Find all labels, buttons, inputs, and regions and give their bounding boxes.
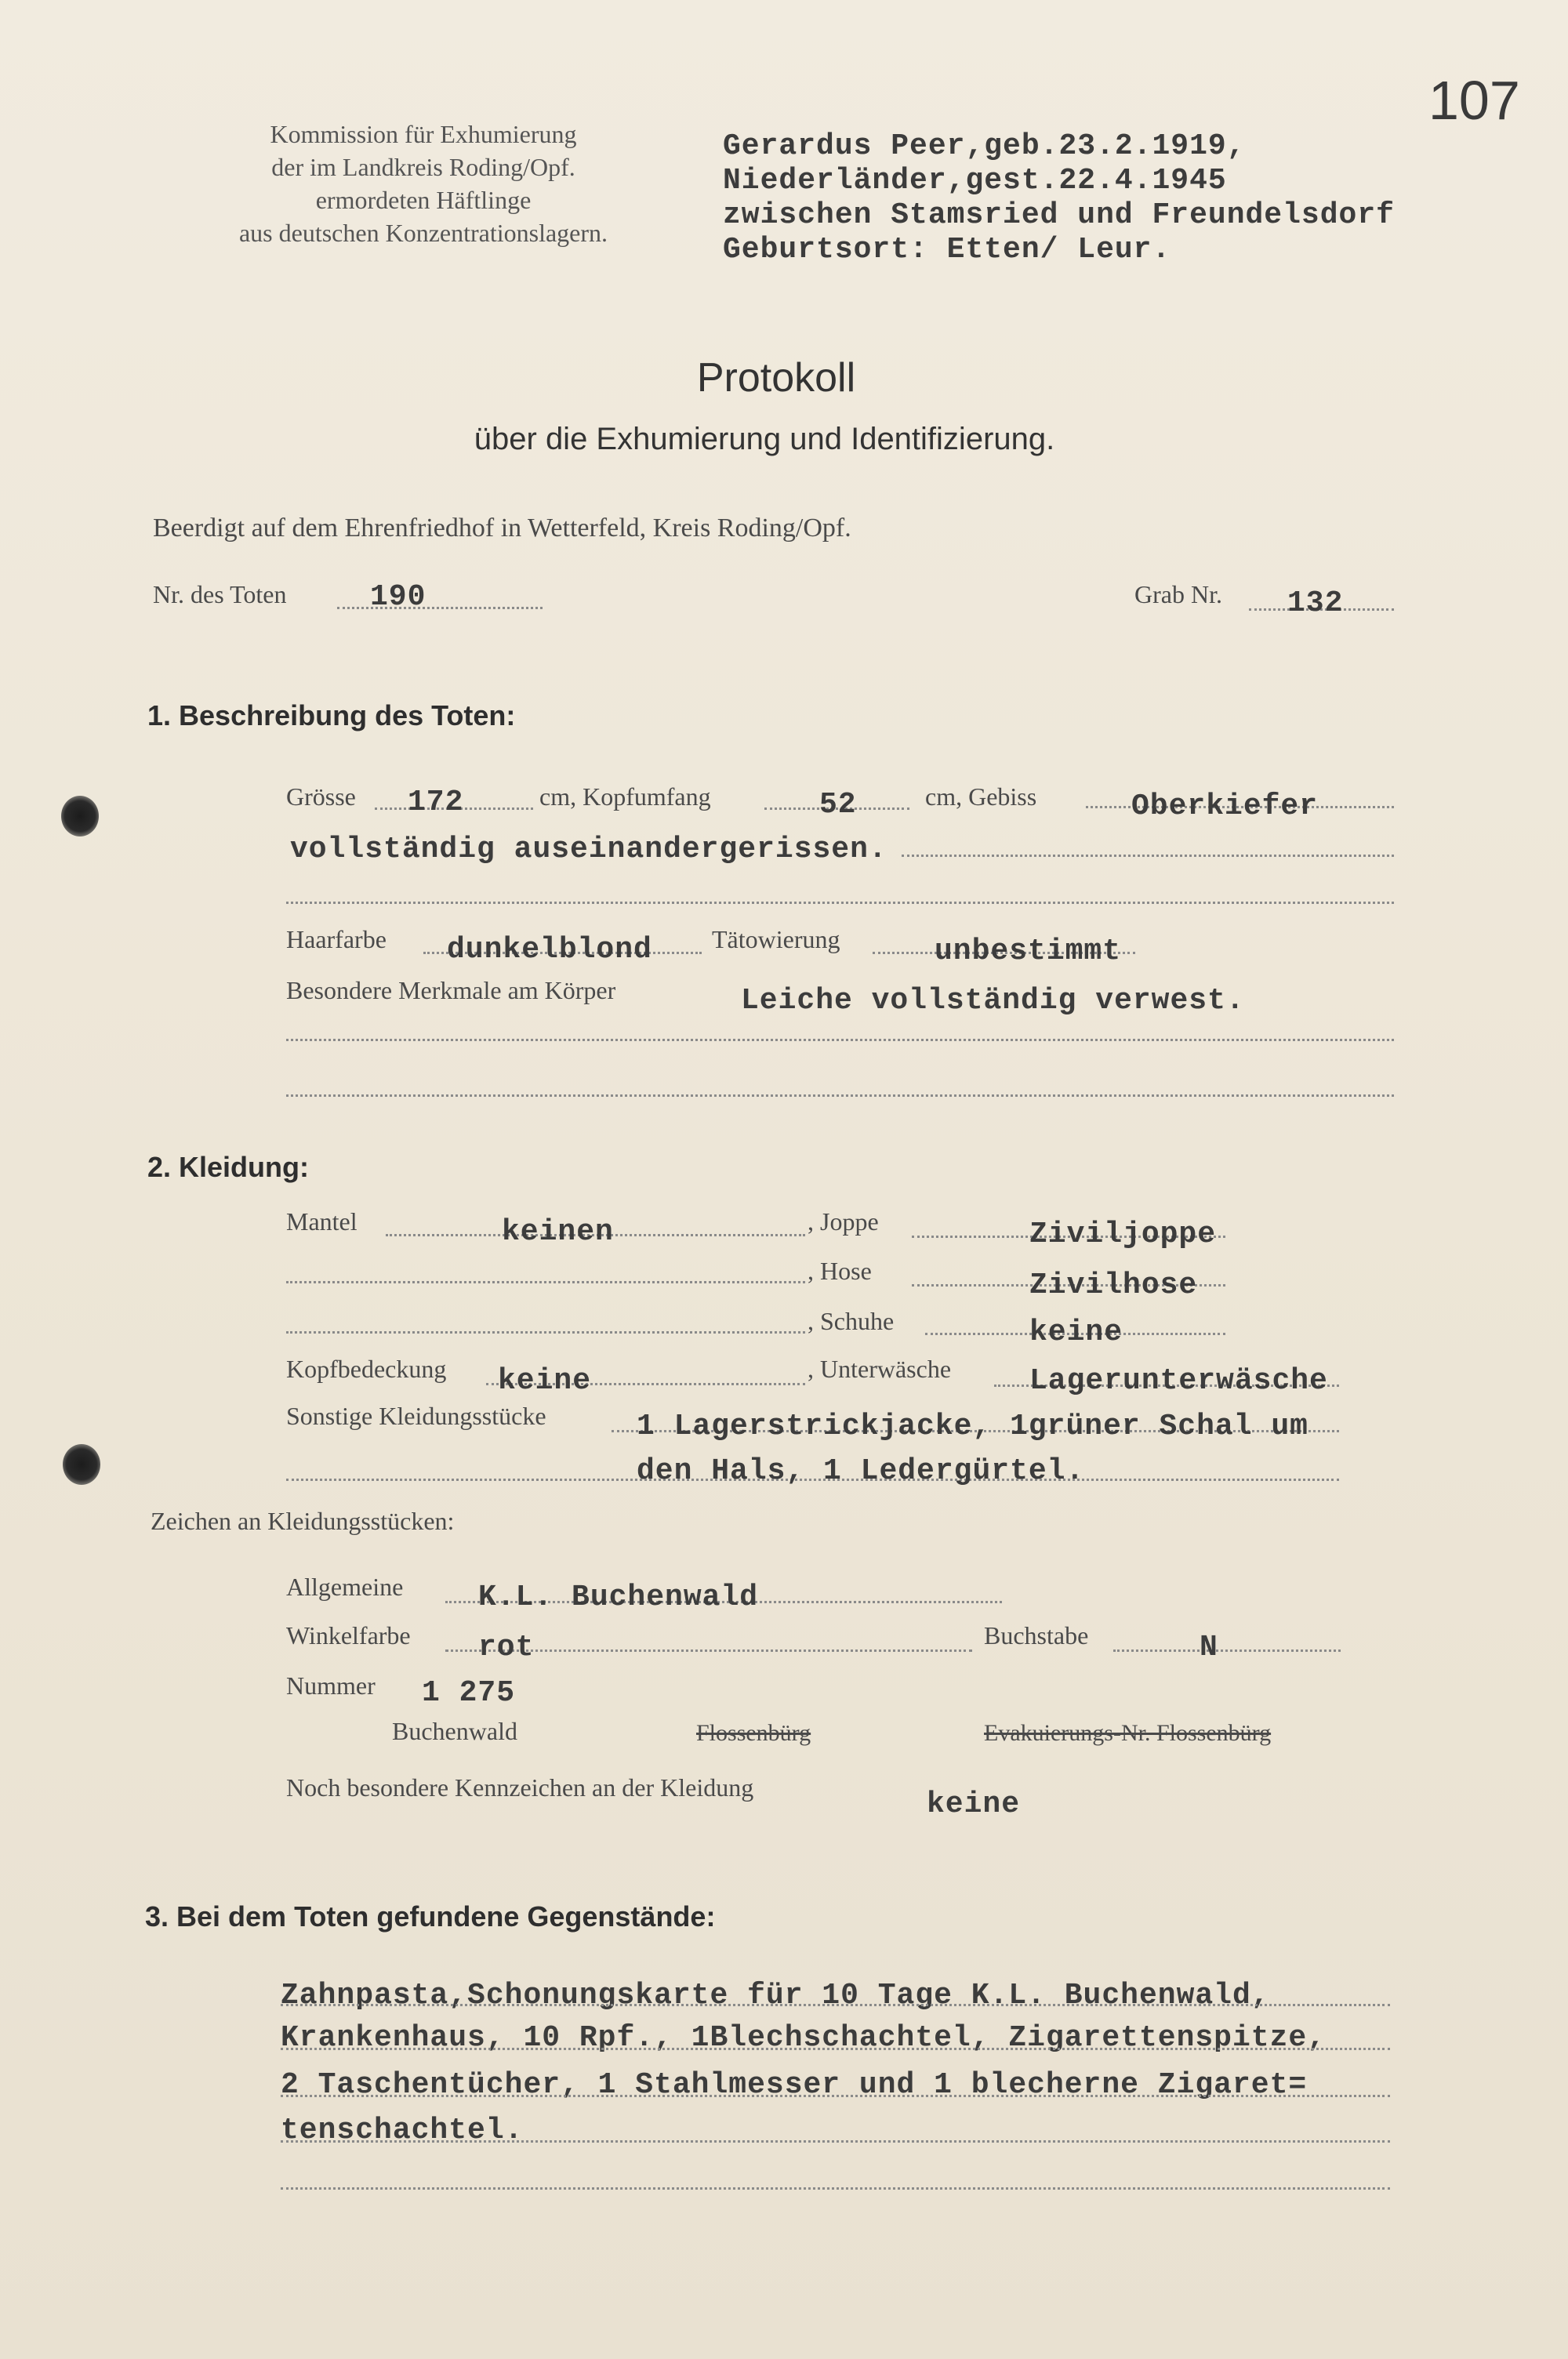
trousers-pre-line (286, 1281, 805, 1283)
items-line-2: Krankenhaus, 10 Rpf., 1Blechschachtel, Zigarettenspitze, (281, 2021, 1327, 2055)
burial-line: Beerdigt auf dem Ehrenfriedhof in Wetterfeld, Kreis Roding/Opf. (153, 514, 851, 543)
blank-line-1 (286, 902, 1394, 904)
grave-no-value: 132 (1287, 586, 1344, 620)
clothing-marks-heading: Zeichen an Kleidungsstücken: (151, 1507, 455, 1535)
letter-label: Buchstabe (984, 1621, 1089, 1649)
tattoo-label: Tätowierung (712, 925, 840, 953)
items-line-3: 2 Taschentücher, 1 Stahlmesser und 1 blecherne Zigaret= (281, 2068, 1308, 2102)
shoes-label: , Schuhe (808, 1307, 895, 1335)
teeth-label: cm, Gebiss (925, 782, 1037, 811)
dead-no-value: 190 (370, 580, 426, 614)
head-label: cm, Kopfumfang (539, 782, 711, 811)
items-rule-2 (281, 2048, 1390, 2050)
tattoo-value: unbestimmt (935, 935, 1122, 968)
evacuation-label: Evakuierungs-Nr. Flossenbürg (984, 1720, 1272, 1746)
dead-no-line (337, 607, 543, 609)
person-info (723, 129, 1395, 267)
grave-no-label: Grab Nr. (1134, 580, 1222, 608)
items-line-1: Zahnpasta,Schonungskarte für 10 Tage K.L. Buchenwald, (281, 1979, 1270, 2012)
person-line-3: zwischen Stamsried und Freundelsdorf (723, 198, 1395, 232)
headwear-label: Kopfbedeckung (286, 1355, 447, 1383)
commission-line-1: Kommission für Exhumierung (270, 120, 577, 148)
shoes-pre-line (286, 1331, 805, 1334)
coat-value: keinen (502, 1215, 614, 1249)
commission-header (157, 118, 690, 249)
other-clothing-label: Sonstige Kleidungsstücke (286, 1402, 546, 1430)
marks-label: Besondere Merkmale am Körper (286, 976, 616, 1004)
items-rule-1 (281, 2004, 1390, 2006)
section-3-heading: 3. Bei dem Toten gefundene Gegenstände: (145, 1900, 716, 1933)
angle-color-label: Winkelfarbe (286, 1621, 411, 1649)
person-line-4: Geburtsort: Etten/ Leur. (723, 233, 1171, 267)
jacket-value: Ziviljoppe (1029, 1218, 1217, 1251)
size-value: 172 (408, 786, 464, 819)
angle-color-value: rot (478, 1631, 535, 1664)
shoes-value: keine (1029, 1316, 1123, 1349)
jacket-label: , Joppe (808, 1207, 879, 1236)
trousers-value: Zivilhose (1029, 1268, 1198, 1302)
general-value: K.L. Buchenwald (478, 1581, 759, 1614)
general-label: Allgemeine (286, 1573, 404, 1601)
page-number: 107 (1428, 70, 1520, 131)
document-subtitle: über die Exhumierung und Identifizierung. (474, 422, 1055, 456)
punch-hole-top (61, 796, 99, 837)
items-rule-5 (281, 2187, 1390, 2190)
blank-line-2 (286, 1039, 1394, 1041)
document-title: Protokoll (696, 355, 856, 401)
punch-hole-bottom (63, 1444, 100, 1485)
items-rule-3 (281, 2095, 1390, 2097)
person-line-2: Niederländer,gest.22.4.1945 (723, 164, 1227, 198)
letter-line (1113, 1649, 1341, 1652)
teeth-value: Oberkiefer (1131, 789, 1319, 823)
dead-no-label: Nr. des Toten (153, 580, 287, 608)
coat-label: Mantel (286, 1207, 358, 1236)
letter-value: N (1200, 1631, 1218, 1664)
head-value: 52 (819, 788, 857, 822)
teeth-continuation: vollständig auseinandergerissen. (290, 833, 887, 866)
teeth-cont-line (902, 855, 1394, 857)
size-label: Grösse (286, 782, 356, 811)
flossenburg-label: Flossenbürg (696, 1720, 811, 1746)
section-1-heading: 1. Beschreibung des Toten: (147, 699, 516, 731)
underwear-value: Lagerunterwäsche (1029, 1364, 1328, 1398)
section-2-heading: 2. Kleidung: (147, 1151, 309, 1183)
other-clothing-continuation: den Hals, 1 Ledergürtel. (637, 1454, 1085, 1488)
other-clothing-value: 1 Lagerstrickjacke, 1grüner Schal um (637, 1410, 1308, 1443)
number-label: Nummer (286, 1671, 376, 1700)
marks-value: Leiche vollständig verwest. (741, 984, 1245, 1018)
items-line-4: tenschachtel. (281, 2114, 524, 2147)
number-value: 1 275 (422, 1676, 516, 1710)
commission-line-4: aus deutschen Konzentrationslagern. (238, 219, 608, 247)
buchenwald-label: Buchenwald (392, 1717, 517, 1745)
underwear-label: , Unterwäsche (808, 1355, 952, 1383)
blank-line-3 (286, 1094, 1394, 1097)
hair-label: Haarfarbe (286, 925, 387, 953)
trousers-label: , Hose (808, 1257, 872, 1285)
commission-line-3: ermordeten Häftlinge (315, 186, 532, 214)
special-marks-label: Noch besondere Kennzeichen an der Kleidung (286, 1773, 754, 1802)
hair-value: dunkelblond (447, 933, 652, 967)
commission-line-2: der im Landkreis Roding/Opf. (271, 153, 575, 181)
person-line-1: Gerardus Peer,geb.23.2.1919, (723, 129, 1246, 163)
special-marks-value: keine (927, 1787, 1021, 1821)
items-rule-4 (281, 2140, 1390, 2143)
headwear-value: keine (498, 1364, 592, 1398)
